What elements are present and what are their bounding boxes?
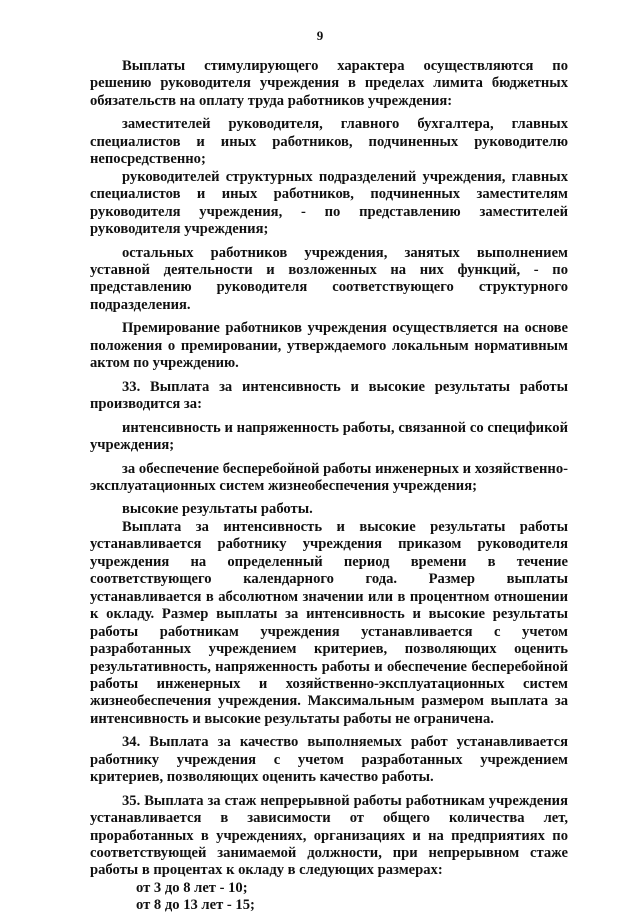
paragraph-stimulating-payments-intro: Выплаты стимулирующего характера осуществляются по решению руководителя учреждения в пределах лимита бюджетных обязательств на оплату труда работников учреждения: — [90, 58, 568, 109]
document-body — [90, 58, 568, 915]
paragraph-clause-33: 33. Выплата за интенсивность и высокие результаты работы производится за: — [90, 378, 568, 413]
paragraph-clause-34: 34. Выплата за качество выполняемых работ устанавливается работнику учреждения с учетом разработанных учреждением критериев, позволяющих оценить качество работы. — [90, 734, 568, 786]
paragraph-clause-35: 35. Выплата за стаж непрерывной работы работникам учреждения устанавливается в зависимости от общего количества лет, проработанных в учреждениях, организациях и на предприятиях по соответствующей занимаемой должности, при непрерывном стаже работы в процентах к окладу в следующих размерах: — [90, 792, 568, 879]
paragraph-bonus-regulation: Премирование работников учреждения осуществляется на основе положения о премировании, утверждаемого локальным нормативным актом по учреждению. — [90, 320, 568, 372]
paragraph-intensity-payment-details: Выплата за интенсивность и высокие результаты работы устанавливается работнику учреждения приказом руководителя учреждения на определенный период времени в течение соответствующего календарного года. Размер выплаты устанавливается в абсолютном значении или в процентном отношении к окладу. Размер выплаты за интенсивность и высокие результаты работы работникам учреждения устанавливается с учетом разработанных учреждением критериев, позволяющих оценить результативность, напряженность работы и обеспечение бесперебойной работы инженерных и хозяйственно-эксплуатационных систем жизнеобеспечения учреждения. Максимальным размером выплата за интенсивность и высокие результаты работы не ограничена. — [90, 518, 568, 727]
list-item-unit-heads: руководителей структурных подразделений учреждения, главных специалистов и иных работников, подчиненных заместителям руководителя учреждения, - по представлению заместителей руководителя учреждения; — [90, 168, 568, 238]
seniority-rate-line-1: от 3 до 8 лет - 10; — [136, 879, 248, 896]
list-item-other-employees: остальных работников учреждения, занятых выполнением уставной деятельности и возложенных на них функций, - по представлению руководителя соответствующего структурного подразделения. — [90, 244, 568, 313]
list-item-deputies: заместителей руководителя, главного бухгалтера, главных специалистов и иных работников, подчиненных руководителю непосредственно; — [90, 116, 568, 168]
list-item-intensity: интенсивность и напряженность работы, связанной со спецификой учреждения; — [90, 419, 568, 454]
list-item-high-results: высокие результаты работы. — [122, 501, 313, 518]
list-item-uninterrupted-operation: за обеспечение бесперебойной работы инженерных и хозяйственно-эксплуатационных систем жизнеобеспечения учреждения; — [90, 460, 568, 494]
seniority-rate-line-2: от 8 до 13 лет - 15; — [136, 897, 255, 914]
page-number: 9 — [316, 28, 324, 43]
